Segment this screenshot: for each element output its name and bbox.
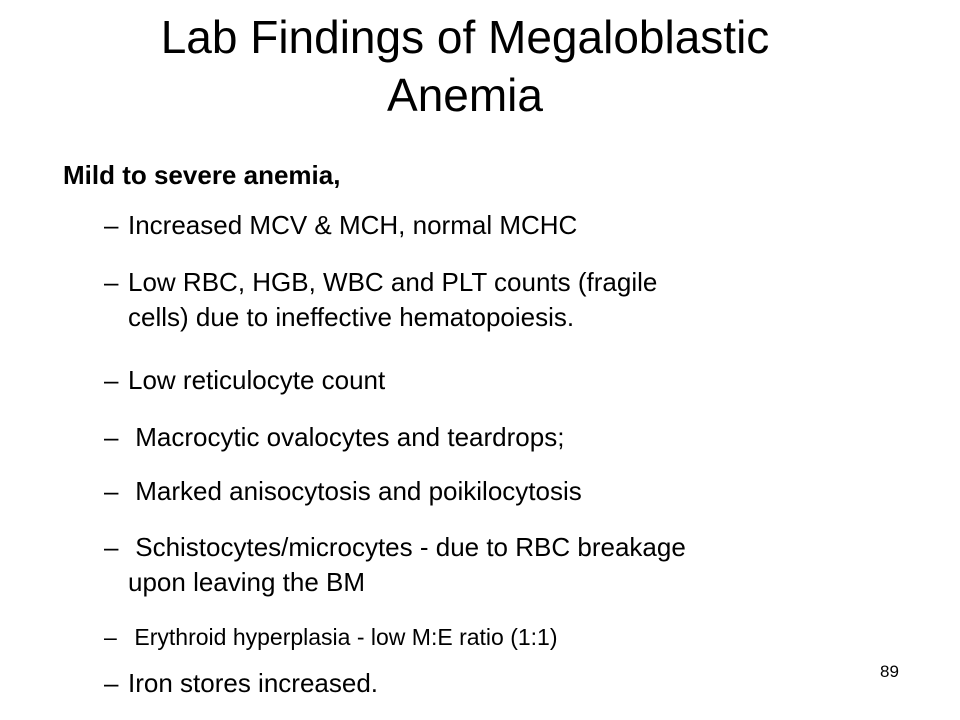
bullet-dash: – [104,668,119,698]
bullet-text-continuation: cells) due to ineffective hematopoiesis. [128,302,575,332]
bullet-text: Low reticulocyte count [128,365,386,395]
bullet-dash: – [104,624,117,650]
bullet-dash: – [104,267,119,297]
bullet-text: Low RBC, HGB, WBC and PLT counts (fragile [128,267,658,297]
bullet-text: Increased MCV & MCH, normal MCHC [128,210,578,240]
bullet-item [104,363,934,398]
bullet-dash: – [104,422,119,452]
bullet-dash: – [104,365,119,395]
bullet-item [104,265,934,335]
bullet-dash: – [104,532,119,562]
bullet-item [104,620,934,655]
slide-title [40,8,890,124]
bullet-item [104,530,934,600]
bullet-text: Erythroid hyperplasia - low M:E ratio (1:1) [128,624,558,650]
bullet-text: Macrocytic ovalocytes and teardrops; [128,422,565,452]
bullet-dash: – [104,210,119,240]
page-number: 89 [880,662,899,681]
bullet-item [104,420,934,455]
bullet-text: Iron stores increased. [128,668,379,698]
bullet-text-continuation: upon leaving the BM [128,567,366,597]
bullet-item [104,474,934,509]
bullet-item [104,666,934,701]
slide-title-line-1: Lab Findings of Megaloblastic [160,11,770,63]
bullet-text: Marked anisocytosis and poikilocytosis [128,476,582,506]
bullet-item [104,208,934,243]
bullet-dash: – [104,476,119,506]
lead-statement: Mild to severe anemia, [63,160,341,190]
bullet-text: Schistocytes/microcytes - due to RBC breakage [128,532,686,562]
slide-title-line-2: Anemia [387,69,543,121]
